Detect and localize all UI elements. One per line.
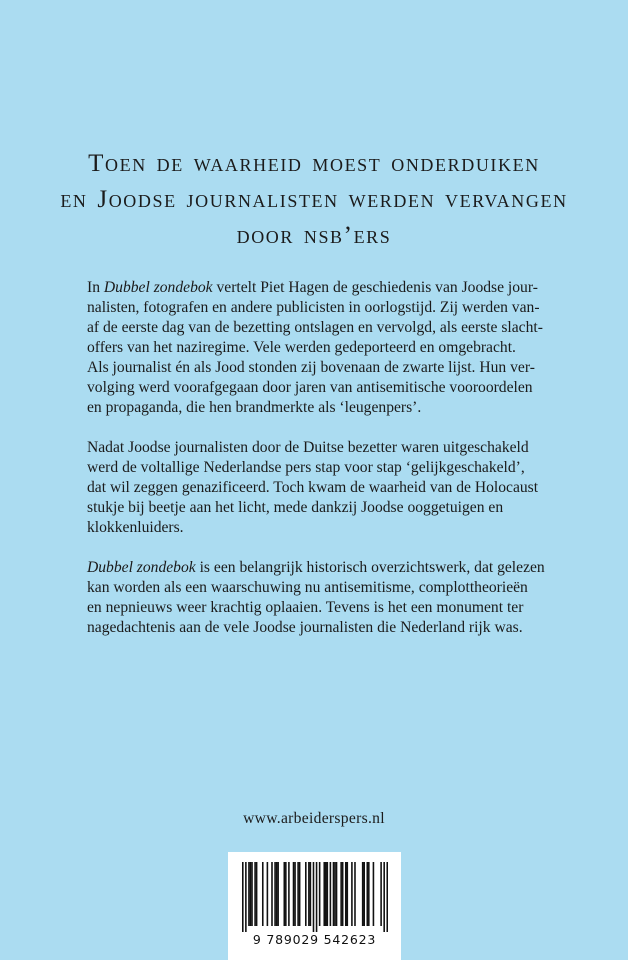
barcode-bar — [274, 862, 276, 926]
barcode-bar — [362, 862, 364, 926]
barcode-bar — [256, 862, 258, 926]
barcode-bar — [354, 862, 356, 926]
blurb-line: en propaganda, die hen brandmerkte als ‘leugenpers’. — [87, 399, 422, 416]
barcode-bar — [248, 862, 250, 926]
blurb-paragraph-2 — [87, 438, 543, 538]
publisher-url[interactable]: www.arbeiderspers.nl — [243, 810, 385, 827]
barcode-bar — [294, 862, 296, 926]
blurb-line — [87, 558, 543, 578]
barcode-bar — [297, 862, 299, 926]
blurb-line: werd de voltallige Nederlandse pers stap voor stap ‘gelijkgeschakeld’, — [87, 459, 525, 476]
blurb-line: dat wil zeggen genazificeerd. Toch kwam de waarheid van de Holocaust — [87, 479, 539, 496]
barcode-bar — [288, 862, 290, 926]
barcode-bar — [262, 862, 264, 926]
barcode-bar — [299, 862, 301, 926]
barcode-bar — [293, 862, 295, 926]
headline-line-3: door nsb’ers — [236, 222, 392, 249]
blurb-line-rest: vertelt Piet Hagen de geschiedenis van Joodse jour- — [212, 279, 538, 296]
barcode-bar — [267, 862, 269, 926]
barcode-bars — [242, 862, 388, 932]
barcode-bar — [340, 862, 342, 926]
barcode-bar — [336, 862, 338, 926]
blurb-line: af de eerste dag van de bezetting ontslagen en vervolgd, als eerste slacht- — [87, 319, 543, 336]
barcode-bar — [245, 862, 247, 932]
barcode-bar — [380, 862, 382, 926]
barcode — [228, 852, 401, 960]
barcode-bar — [333, 862, 335, 926]
barcode-bar — [251, 862, 253, 926]
blurb-prefix: In — [87, 279, 104, 296]
headline — [0, 146, 628, 254]
barcode-bar — [342, 862, 344, 926]
blurb-line: Als journalist én als Jood stonden zij bovenaan de zwarte lijst. Hun ver- — [87, 359, 535, 376]
blurb — [87, 278, 543, 658]
barcode-bar — [363, 862, 365, 926]
barcode-bar — [276, 862, 278, 926]
barcode-bar — [285, 862, 287, 926]
barcode-bar — [323, 862, 325, 926]
blurb-line: nalisten, fotografen en andere publicisten in oorlogstijd. Zij werden van- — [87, 299, 540, 316]
barcode-bar — [325, 862, 327, 926]
blurb-line: en nepnieuws weer krachtig oplaaien. Tevens is het een monument ter — [87, 599, 524, 616]
headline-line-1: Toen de waarheid moest onderduiken — [88, 150, 540, 177]
barcode-bar — [345, 862, 347, 926]
barcode-bar — [368, 862, 370, 926]
headline-line-2: en Joodse journalisten werden vervangen — [60, 186, 568, 213]
barcode-bar — [327, 862, 329, 926]
barcode-bar — [254, 862, 256, 926]
barcode-bar — [319, 862, 321, 926]
book-title: Dubbel zondebok — [103, 279, 213, 296]
barcode-bar — [250, 862, 252, 926]
barcode-bar — [242, 862, 244, 932]
barcode-bar — [277, 862, 279, 926]
blurb-line: nagedachtenis aan de vele Joodse journalisten die Nederland rijk was. — [87, 619, 523, 636]
barcode-bar — [351, 862, 353, 926]
blurb-line: klokkenluiders. — [87, 519, 184, 536]
blurb-line: kan worden als een waarschuwing nu antisemitisme, complottheorieën — [87, 579, 528, 596]
barcode-bar — [373, 862, 375, 926]
barcode-bar — [330, 862, 332, 926]
barcode-bar — [383, 862, 385, 932]
barcode-bar — [271, 862, 273, 926]
blurb-line: Nadat Joodse journalisten door de Duitse bezetter waren uitgeschakeld — [87, 439, 529, 456]
barcode-bar — [305, 862, 307, 926]
barcode-bar — [366, 862, 368, 926]
barcode-bar — [283, 862, 285, 926]
blurb-line: volging werd voorafgegaan door jaren van antisemitische vooroordelen — [87, 379, 533, 396]
isbn-digits: 9 789029 542623 — [252, 932, 377, 947]
barcode-bar — [334, 862, 336, 926]
barcode-bar — [386, 862, 388, 932]
barcode-bar — [308, 862, 310, 926]
blurb-paragraph-1 — [87, 278, 543, 418]
blurb-paragraph-3 — [87, 558, 543, 638]
blurb-line: stukje bij beetje aan het licht, mede dankzij Joodse ooggetuigen en — [87, 499, 504, 516]
barcode-bar — [310, 862, 312, 926]
barcode-bar — [347, 862, 349, 926]
blurb-line: offers van het naziregime. Vele werden gedeporteerd en omgebracht. — [87, 339, 516, 356]
barcode-bar — [316, 862, 318, 932]
book-title: Dubbel zondebok — [87, 559, 196, 576]
blurb-line-rest: is een belangrijk historisch overzichtswerk, dat gelezen — [195, 559, 545, 576]
blurb-line — [87, 278, 543, 298]
barcode-bar — [313, 862, 315, 932]
